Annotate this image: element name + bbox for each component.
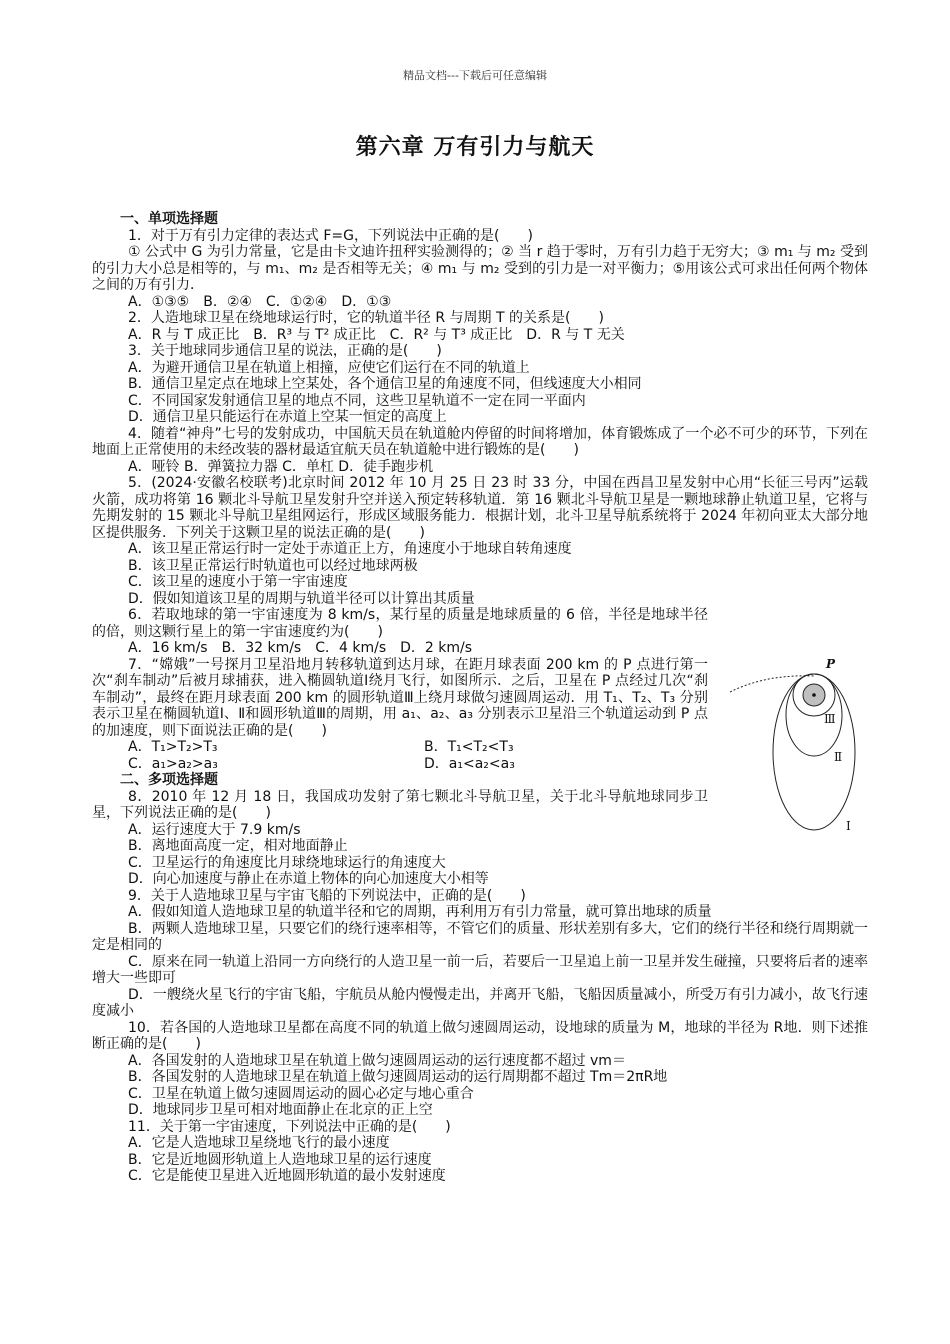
q5-option-a: A．该卫星正常运行时一定处于赤道正上方，角速度小于地球自转角速度	[128, 541, 572, 557]
q8-stem: 8．2010 年 12 月 18 日，我国成功发射了第七颗北斗导航卫星，关于北斗导航地球同步卫星，下列说法正确的是( )	[92, 788, 708, 821]
q10-option-c: C．卫星在轨道上做匀速圆周运动的圆心必定与地心重合	[128, 1085, 474, 1102]
q4-options: A．哑铃 B．弹簧拉力器 C．单杠 D．徒手跑步机	[128, 458, 434, 475]
q1-options: A．①③⑤ B．②④ C．①②④ D．①③	[128, 293, 392, 310]
q5-option-d: D．假如知道该卫星的周期与轨道半径可以计算出其质量	[128, 590, 475, 607]
q6-stem: 6．若取地球的第一宇宙速度为 8 km/s，某行星的质量是地球质量的 6 倍，半径是地球半径的倍，则这颗行星上的第一宇宙速度约为( )	[92, 607, 708, 640]
q3-option-a: A．为避开通信卫星在轨道上相撞，应使它们运行在不同的轨道上	[128, 359, 530, 376]
q9-stem: 9．关于人造地球卫星与宇宙飞船的下列说法中，正确的是( )	[128, 887, 526, 904]
q9-option-c: C．原来在同一轨道上沿同一方向绕行的人造卫星一前一后，若要后一卫星追上前一卫星并发生碰撞，只要将后者的速率增大一些即可	[92, 953, 868, 986]
q4-stem: 4．随着“神舟”七号的发射成功，中国航天员在轨道舱内停留的时间将增加，体育锻炼成了一个必不可少的环节，下列在地面上正常使用的未经改装的器材最适宜航天员在轨道舱中进行锻炼的是( )	[92, 425, 868, 458]
q7-stem: 7．“嫦娥”一号探月卫星沿地月转移轨道到达月球，在距月球表面 200 km 的 P 点进行第一次“刹车制动”后被月球捕获，进入椭圆轨道Ⅰ绕月飞行，如图所示．之后，卫星在 P 点经过几次“刹车制动”，最终在距月球表面 200 km 的圆形轨道Ⅲ上绕月球做匀速圆周运动．用 T₁、T₂、T₃ 分别表示卫星在椭圆轨道Ⅰ、Ⅱ和圆形轨道Ⅲ的周期，用 a₁、a₂、a₃ 分别表示卫星沿三个轨道运动到 P 点的加速度，则下面说法正确的是( )	[92, 656, 708, 739]
q8-option-a: A．运行速度大于 7.9 km/s	[128, 821, 301, 838]
q1-stem: 1．对于万有引力定律的表达式 F=G，下列说法中正确的是( )	[128, 227, 533, 244]
q9-option-d: D．一艘绕火星飞行的宇宙飞船，宇航员从舱内慢慢走出，并离开飞船，飞船因质量减小，所受万有引力减小，故飞行速度减小	[92, 986, 868, 1019]
q5-option-b: B．该卫星正常运行时轨道也可以经过地球两极	[128, 557, 418, 574]
moon-center	[812, 693, 816, 697]
label-orbit-3: Ⅲ	[824, 712, 836, 726]
q10-stem: 10．若各国的人造地球卫星都在高度不同的轨道上做匀速圆周运动，设地球的质量为 M，地球的半径为 R地．则下述推断正确的是( )	[92, 1019, 868, 1052]
q11-option-c: C．它是能使卫星进入近地圆形轨道的最小发射速度	[128, 1168, 446, 1184]
q3-stem: 3．关于地球同步通信卫星的说法，正确的是( )	[128, 343, 442, 359]
q7-option-a: A．T₁>T₂>T₃	[128, 739, 218, 755]
q8-option-d: D．向心加速度与静止在赤道上物体的向心加速度大小相等	[128, 871, 489, 887]
q9-option-a: A．假如知道人造地球卫星的轨道半径和它的周期，再利用万有引力常量，就可算出地球的质量	[128, 904, 712, 920]
q11-option-b: B．它是近地圆形轨道上人造地球卫星的运行速度	[128, 1151, 432, 1168]
q1-body: ① 公式中 G 为引力常量，它是由卡文迪许扭秤实验测得的；② 当 r 趋于零时，万有引力趋于无穷大；③ m₁ 与 m₂ 受到的引力大小总是相等的，与 m₁、m₂ 是否相等无关；④ m₁ 与 m₂ 受到的引力是一对平衡力；⑤用该公式可求出任何两个物体之间的万有引力．	[92, 244, 868, 293]
q7-option-c: C．a₁>a₂>a₃	[128, 755, 218, 772]
lunar-orbit-diagram	[726, 652, 886, 844]
q3-option-c: C．不同国家发射通信卫星的地点不同，这些卫星轨道不一定在同一平面内	[128, 392, 586, 409]
q10-option-d: D．地球同步卫星可相对地面静止在北京的正上空	[128, 1102, 433, 1118]
q8-option-c: C．卫星运行的角速度比月球绕地球运行的角速度大	[128, 854, 446, 871]
orbit-diagram-svg	[726, 652, 886, 844]
header-note: 精品文档---下载后可任意编辑	[403, 69, 547, 82]
section-heading-multi-choice: 二、多项选择题	[120, 772, 218, 788]
q5-stem: 5．(2024·安徽名校联考)北京时间 2012 年 10 月 25 日 23 时 33 分，中国在西昌卫星发射中心用“长征三号丙”运载火箭，成功将第 16 颗北斗导航卫星发射升空并送入预定转移轨道．第 16 颗北斗导航卫星是一颗地球静止轨道卫星，它将与先期发射的 15 颗北斗导航卫星组网运行，形成区域服务能力．根据计划，北斗卫星导航系统将于 2024 年初向亚太大部分地区提供服务．下列关于这颗卫星的说法正确的是( )	[92, 475, 868, 541]
q3-option-b: B．通信卫星定点在地球上空某处，各个通信卫星的角速度不同，但线速度大小相同	[128, 376, 642, 392]
q3-option-d: D．通信卫星只能运行在赤道上空某一恒定的高度上	[128, 409, 447, 425]
q7-option-b: B．T₁<T₂<T₃	[424, 739, 514, 755]
section-heading-single-choice: 一、单项选择题	[120, 211, 218, 227]
chapter-title: 第六章 万有引力与航天	[355, 135, 595, 160]
q10-option-b: B．各国发射的人造地球卫星在轨道上做匀速圆周运动的运行周期都不超过 Tm＝2πR地	[128, 1069, 668, 1085]
q11-option-a: A．它是人造地球卫星绕地飞行的最小速度	[128, 1135, 390, 1151]
q10-option-a: A．各国发射的人造地球卫星在轨道上做匀速圆周运动的运行速度都不超过 vm＝	[128, 1052, 626, 1069]
q9-option-b: B．两颗人造地球卫星，只要它们的绕行速率相等，不管它们的质量、形状差别有多大，它们的绕行半径和绕行周期就一定是相同的	[92, 920, 868, 953]
label-orbit-1: Ⅰ	[846, 819, 851, 833]
q7-option-d: D．a₁<a₂<a₃	[424, 755, 515, 772]
label-point-p: P	[826, 657, 836, 671]
q2-stem: 2．人造地球卫星在绕地球运行时，它的轨道半径 R 与周期 T 的关系是( )	[128, 310, 604, 326]
q2-options: A．R 与 T 成正比 B．R³ 与 T² 成正比 C．R² 与 T³ 成正比 D．R 与 T 无关	[128, 326, 625, 343]
q6-options: A．16 km/s B．32 km/s C．4 km/s D．2 km/s	[128, 640, 473, 656]
label-orbit-2: Ⅱ	[834, 750, 843, 764]
q11-stem: 11．关于第一宇宙速度，下列说法中正确的是( )	[128, 1118, 451, 1135]
q8-option-b: B．离地面高度一定，相对地面静止	[128, 838, 348, 854]
q5-option-c: C．该卫星的速度小于第一宇宙速度	[128, 574, 348, 590]
